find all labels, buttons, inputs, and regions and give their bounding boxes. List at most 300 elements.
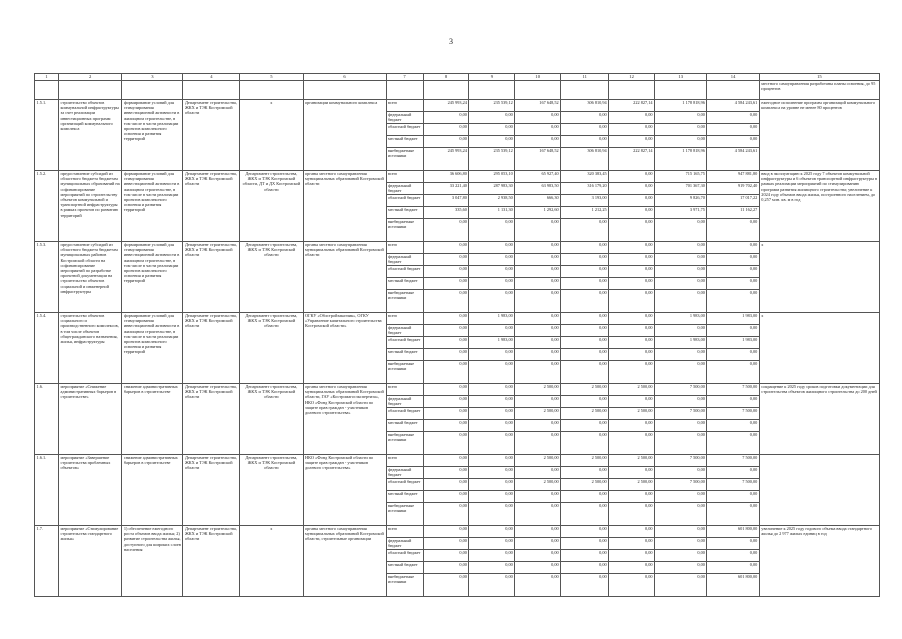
empty-cell — [35, 81, 59, 100]
funding-source: внебюджетные источники — [386, 290, 423, 313]
item-partner: органы местного самоуправления муниципальных образований Костромской области, строительные организации — [303, 526, 386, 597]
item-partner: НКО «Фонд Костромской области по защите прав граждан - участников долевого строительства» — [303, 455, 386, 526]
amount-cell: 2 500,00 — [515, 384, 561, 396]
funding-source: федеральный бюджет — [386, 467, 423, 479]
item-responsible: Департамент строительства, ЖКХ и ТЭК Костромской области — [183, 384, 240, 455]
amount-cell: 36 606,80 — [423, 171, 469, 183]
amount-cell: 0,00 — [469, 467, 515, 479]
item-coexecutor: Департамент строительства, ЖКХ и ТЭК Костромской области, ДТ и ДХ Костромской области — [240, 171, 303, 242]
amount-cell: 0,00 — [561, 526, 609, 538]
amount-cell: 316 179,20 — [561, 183, 609, 195]
item-responsible: Департамент строительства, ЖКХ и ТЭК Костромской области — [183, 171, 240, 242]
item-task: 1) обеспечение ежегодного роста объемов ввода жилья; 2) развитие строительства жилья, доступного для широких слоев населения — [122, 526, 183, 597]
amount-cell: 0,00 — [609, 266, 655, 278]
amount-cell: 0,00 — [609, 219, 655, 242]
amount-cell: 0,00 — [423, 349, 469, 361]
amount-cell: 0,00 — [561, 325, 609, 337]
item-coexecutor: Департамент строительства, ЖКХ и ТЭК Костромской области — [240, 384, 303, 455]
amount-cell: 245 993,24 — [423, 148, 469, 171]
amount-cell: 1 983,00 — [655, 313, 707, 325]
funding-source: всего — [386, 171, 423, 183]
amount-cell: 0,00 — [707, 420, 759, 432]
amount-cell: 0,00 — [423, 313, 469, 325]
program-table — [34, 73, 880, 597]
amount-cell: 2 500,00 — [561, 455, 609, 467]
empty-cell — [609, 81, 655, 100]
amount-cell: 0,00 — [469, 408, 515, 420]
amount-cell: 2 500,00 — [609, 479, 655, 491]
item-partner: органы местного самоуправления муниципальных образований Костромской области, ГАУ «Костромагосэкспертиза», НКО «Фонд Костромской области по защите прав граждан - участников долевого строительства» — [303, 384, 386, 455]
amount-cell: 0,00 — [561, 290, 609, 313]
amount-cell: 0,00 — [655, 242, 707, 254]
amount-cell: 0,00 — [515, 491, 561, 503]
amount-cell: 167 648,52 — [515, 100, 561, 112]
amount-cell: 0,00 — [469, 538, 515, 550]
funding-source: внебюджетные источники — [386, 503, 423, 526]
amount-cell: 0,00 — [423, 467, 469, 479]
funding-source: областной бюджет — [386, 266, 423, 278]
funding-source: внебюджетные источники — [386, 361, 423, 384]
amount-cell: 0,00 — [655, 467, 707, 479]
column-number: 9 — [469, 74, 515, 81]
amount-cell: 2 938,50 — [469, 195, 515, 207]
amount-cell: 0,00 — [561, 136, 609, 148]
item-result: увеличение к 2025 году годового объема ввода стандартного жилья до 2 977 жилых единиц в год — [759, 526, 879, 597]
amount-cell: 0,00 — [469, 432, 515, 455]
funding-source: всего — [386, 313, 423, 325]
amount-cell: 0,00 — [469, 349, 515, 361]
amount-cell: 0,00 — [561, 278, 609, 290]
item-responsible: Департамент строительства, ЖКХ и ТЭК Костромской области — [183, 455, 240, 526]
item-result: x — [759, 313, 879, 384]
amount-cell: 0,00 — [609, 503, 655, 526]
funding-source: областной бюджет — [386, 550, 423, 562]
amount-cell: 0,00 — [469, 136, 515, 148]
empty-cell — [303, 81, 386, 100]
amount-cell: 4 584 243,61 — [707, 100, 759, 112]
funding-source: местный бюджет — [386, 491, 423, 503]
amount-cell: 0,00 — [609, 242, 655, 254]
column-number: 14 — [707, 74, 759, 81]
item-number: 1.5.1. — [35, 100, 59, 171]
amount-cell: 0,00 — [515, 290, 561, 313]
item-task: формирование условий для стимулирования инвестиционной активности в жилищном строительстве, в том числе в части реализации проектов комплексного освоения и развития территорий — [122, 100, 183, 171]
funding-source: федеральный бюджет — [386, 538, 423, 550]
amount-cell: 0,00 — [515, 526, 561, 538]
amount-cell: 0,00 — [609, 550, 655, 562]
amount-cell: 0,00 — [423, 526, 469, 538]
amount-cell: 0,00 — [655, 420, 707, 432]
funding-source: внебюджетные источники — [386, 148, 423, 171]
amount-cell: 0,00 — [469, 455, 515, 467]
empty-cell — [59, 81, 122, 100]
amount-cell: 0,00 — [707, 467, 759, 479]
amount-cell: 33 221,40 — [423, 183, 469, 195]
amount-cell: 7 500,00 — [707, 408, 759, 420]
amount-cell: 0,00 — [609, 325, 655, 337]
amount-cell: 7 500,00 — [655, 408, 707, 420]
amount-cell: 0,00 — [515, 136, 561, 148]
item-coexecutor: Департамент строительства, ЖКХ и ТЭК Костромской области — [240, 455, 303, 526]
amount-cell: 0,00 — [423, 290, 469, 313]
amount-cell: 0,00 — [609, 313, 655, 325]
amount-cell: 0,00 — [469, 562, 515, 574]
column-number: 11 — [561, 74, 609, 81]
amount-cell: 0,00 — [655, 526, 707, 538]
amount-cell: 0,00 — [609, 183, 655, 195]
amount-cell: 0,00 — [609, 538, 655, 550]
amount-cell: 0,00 — [469, 396, 515, 408]
amount-cell: 0,00 — [515, 325, 561, 337]
amount-cell: 0,00 — [707, 266, 759, 278]
column-number: 2 — [59, 74, 122, 81]
amount-cell: 0,00 — [655, 290, 707, 313]
funding-source: федеральный бюджет — [386, 254, 423, 266]
item-task: снижение административных барьеров в строительстве — [122, 384, 183, 455]
amount-cell: 287 983,30 — [469, 183, 515, 195]
amount-cell: 0,00 — [707, 124, 759, 136]
amount-cell: 0,00 — [707, 396, 759, 408]
amount-cell: 0,00 — [423, 574, 469, 597]
item-responsible: Департамент строительства, ЖКХ и ТЭК Костромской области — [183, 100, 240, 171]
amount-cell: 0,00 — [515, 266, 561, 278]
amount-cell: 0,00 — [707, 136, 759, 148]
amount-cell: 320 383,45 — [561, 171, 609, 183]
amount-cell: 65 927,40 — [515, 171, 561, 183]
funding-source: областной бюджет — [386, 479, 423, 491]
item-name: предоставление субсидий из областного бюджета бюджетам муниципальных районов Костромской области на софинансирование мероприятий по разработке проектной документации на строительство объектов социальной и инженерной инфраструктуры — [59, 242, 122, 313]
amount-cell: 0,00 — [609, 171, 655, 183]
amount-cell: 0,00 — [423, 432, 469, 455]
item-number: 1.7. — [35, 526, 59, 597]
amount-cell: 0,00 — [515, 503, 561, 526]
amount-cell: 0,00 — [515, 361, 561, 384]
item-result: ввод в эксплуатацию к 2025 году 7 объектов коммунальной инфраструктуры и 6 объектов транспортной инфраструктуры в рамках реализации мероприятий по стимулированию программ развития жилищного строительства; увеличение к 2024 году объемов ввода жилья, построенного населением, до 0,257 млн. кв. м в год — [759, 171, 879, 242]
amount-cell: 0,00 — [515, 396, 561, 408]
amount-cell: 3 047,80 — [423, 195, 469, 207]
empty-cell — [423, 81, 469, 100]
amount-cell: 919 702,40 — [707, 183, 759, 195]
amount-cell: 2 500,00 — [515, 455, 561, 467]
amount-cell: 0,00 — [515, 349, 561, 361]
amount-cell: 3 193,00 — [561, 195, 609, 207]
amount-cell: 1 178 818,96 — [655, 100, 707, 112]
column-number: 3 — [122, 74, 183, 81]
funding-source: местный бюджет — [386, 136, 423, 148]
amount-cell: 0,00 — [609, 112, 655, 124]
amount-cell: 0,00 — [561, 337, 609, 349]
amount-cell: 0,00 — [609, 526, 655, 538]
amount-cell: 0,00 — [561, 124, 609, 136]
amount-cell: 0,00 — [707, 562, 759, 574]
funding-source: федеральный бюджет — [386, 183, 423, 195]
item-task: снижение административных барьеров в строительстве — [122, 455, 183, 526]
amount-cell: 0,00 — [655, 278, 707, 290]
item-partner: организации коммунального комплекса — [303, 100, 386, 171]
amount-cell: 1 292,60 — [515, 207, 561, 219]
amount-cell: 1 178 818,96 — [655, 148, 707, 171]
amount-cell: 0,00 — [655, 124, 707, 136]
amount-cell: 701 367,30 — [655, 183, 707, 195]
empty-cell — [240, 81, 303, 100]
item-task: формирование условий для стимулирования инвестиционной активности в жилищном строительстве, в том числе в части реализации проектов комплексного освоения и развития территорий — [122, 171, 183, 242]
amount-cell: 0,00 — [609, 337, 655, 349]
amount-cell: 601 800,00 — [707, 526, 759, 538]
amount-cell: 0,00 — [423, 396, 469, 408]
funding-source: областной бюджет — [386, 124, 423, 136]
item-partner: ОГКУ «Облстройзаказчик», ОГКУ «Управление капитального строительства Костромской области» — [303, 313, 386, 384]
amount-cell: 0,00 — [707, 349, 759, 361]
amount-cell: 1 983,00 — [469, 313, 515, 325]
amount-cell: 0,00 — [655, 503, 707, 526]
amount-cell: 0,00 — [423, 112, 469, 124]
amount-cell: 0,00 — [515, 219, 561, 242]
amount-cell: 0,00 — [561, 396, 609, 408]
table-row — [35, 100, 880, 112]
item-responsible: Департамент строительства, ЖКХ и ТЭК Костромской области — [183, 526, 240, 597]
amount-cell: 0,00 — [423, 254, 469, 266]
amount-cell: 0,00 — [469, 124, 515, 136]
amount-cell: 0,00 — [655, 112, 707, 124]
column-number-row — [35, 74, 880, 81]
amount-cell: 0,00 — [469, 420, 515, 432]
amount-cell: 0,00 — [655, 136, 707, 148]
table-row — [35, 171, 880, 183]
column-number: 7 — [386, 74, 423, 81]
amount-cell: 0,00 — [469, 242, 515, 254]
table-row — [35, 526, 880, 538]
amount-cell: 0,00 — [469, 574, 515, 597]
amount-cell: 0,00 — [707, 242, 759, 254]
amount-cell: 0,00 — [609, 396, 655, 408]
amount-cell: 0,00 — [707, 361, 759, 384]
amount-cell: 0,00 — [423, 562, 469, 574]
funding-source: местный бюджет — [386, 562, 423, 574]
amount-cell: 0,00 — [469, 491, 515, 503]
amount-cell: 2 500,00 — [515, 408, 561, 420]
amount-cell: 0,00 — [515, 337, 561, 349]
amount-cell: 0,00 — [469, 266, 515, 278]
item-name: строительство объектов коммунальной инфраструктуры за счет реализации инвестиционных программ организаций коммунального комплекса — [59, 100, 122, 171]
item-number: 1.5.2. — [35, 171, 59, 242]
table-body — [35, 74, 880, 597]
funding-source: местный бюджет — [386, 278, 423, 290]
item-name: мероприятие «Завершение строительства проблемных объектов» — [59, 455, 122, 526]
amount-cell: 0,00 — [561, 491, 609, 503]
amount-cell: 0,00 — [707, 254, 759, 266]
amount-cell: 0,00 — [423, 455, 469, 467]
item-name: предоставление субсидий из областного бюджета бюджетам муниципальных образований на софинансирование мероприятий по строительству объектов коммунальной и транспортной инфраструктуры в рамках проектов по развитию территорий — [59, 171, 122, 242]
amount-cell: 0,00 — [561, 467, 609, 479]
amount-cell: 0,00 — [655, 266, 707, 278]
amount-cell: 0,00 — [469, 290, 515, 313]
amount-cell: 0,00 — [561, 538, 609, 550]
item-task: формирование условий для стимулирования инвестиционной активности в жилищном строительстве, в том числе в части реализации проектов комплексного освоения и развития территорий — [122, 242, 183, 313]
amount-cell: 0,00 — [423, 408, 469, 420]
amount-cell: 0,00 — [423, 479, 469, 491]
funding-source: внебюджетные источники — [386, 574, 423, 597]
funding-source: областной бюджет — [386, 195, 423, 207]
amount-cell: 0,00 — [469, 278, 515, 290]
item-coexecutor: Департамент строительства, ЖКХ и ТЭК Костромской области — [240, 313, 303, 384]
amount-cell: 0,00 — [561, 420, 609, 432]
column-number: 8 — [423, 74, 469, 81]
amount-cell: 1 983,00 — [707, 337, 759, 349]
amount-cell: 0,00 — [655, 538, 707, 550]
amount-cell: 2 500,00 — [561, 384, 609, 396]
amount-cell: 0,00 — [423, 538, 469, 550]
amount-cell: 715 165,75 — [655, 171, 707, 183]
amount-cell: 0,00 — [707, 503, 759, 526]
column-number: 15 — [759, 74, 879, 81]
amount-cell: 0,00 — [561, 562, 609, 574]
amount-cell: 0,00 — [609, 195, 655, 207]
amount-cell: 0,00 — [561, 242, 609, 254]
item-number: 1.5.3. — [35, 242, 59, 313]
amount-cell: 0,00 — [609, 349, 655, 361]
amount-cell: 0,00 — [609, 467, 655, 479]
amount-cell: 0,00 — [655, 432, 707, 455]
amount-cell: 0,00 — [609, 574, 655, 597]
amount-cell: 0,00 — [515, 112, 561, 124]
funding-source: внебюджетные источники — [386, 219, 423, 242]
amount-cell: 0,00 — [423, 124, 469, 136]
amount-cell: 0,00 — [469, 254, 515, 266]
page-number: 3 — [449, 37, 453, 46]
amount-cell: 1 983,00 — [655, 337, 707, 349]
amount-cell: 1 983,00 — [469, 337, 515, 349]
amount-cell: 0,00 — [655, 349, 707, 361]
funding-source: федеральный бюджет — [386, 396, 423, 408]
amount-cell: 2 500,00 — [609, 384, 655, 396]
funding-source: областной бюджет — [386, 337, 423, 349]
amount-cell: 306 810,94 — [561, 100, 609, 112]
item-coexecutor: x — [240, 526, 303, 597]
funding-source: всего — [386, 384, 423, 396]
amount-cell: 0,00 — [561, 254, 609, 266]
amount-cell: 7 500,00 — [655, 455, 707, 467]
amount-cell: 0,00 — [609, 278, 655, 290]
amount-cell: 0,00 — [469, 550, 515, 562]
amount-cell: 0,00 — [515, 574, 561, 597]
item-name: строительство объектов социального и производственного комплексов, в том числе объектов общегражданского назначения, жилья, инфраструктуры — [59, 313, 122, 384]
item-result: ежегодное исполнение программ организаций коммунального комплекса на уровне не менее 80 процентов — [759, 100, 879, 171]
item-task: формирование условий для стимулирования инвестиционной активности в жилищном строительстве, в том числе в части реализации проектов комплексного освоения и развития территорий — [122, 313, 183, 384]
empty-cell — [183, 81, 240, 100]
funding-source: областной бюджет — [386, 408, 423, 420]
amount-cell: 0,00 — [609, 361, 655, 384]
amount-cell: 0,00 — [707, 550, 759, 562]
amount-cell: 0,00 — [655, 219, 707, 242]
column-number: 4 — [183, 74, 240, 81]
table-row — [35, 455, 880, 467]
amount-cell: 0,00 — [515, 432, 561, 455]
amount-cell: 0,00 — [561, 313, 609, 325]
item-partner: органы местного самоуправления муниципальных образований Костромской области — [303, 242, 386, 313]
amount-cell: 0,00 — [609, 491, 655, 503]
item-coexecutor: Департамент строительства, ЖКХ и ТЭК Костромской области — [240, 242, 303, 313]
amount-cell: 7 500,00 — [707, 455, 759, 467]
amount-cell: 0,00 — [469, 219, 515, 242]
amount-cell: 0,00 — [609, 254, 655, 266]
item-result: сокращение к 2025 году сроков подготовки документации для строительства объектов жилищного строительства до 200 дней — [759, 384, 879, 455]
item-partner: органы местного самоуправления муниципальных образований Костромской области — [303, 171, 386, 242]
amount-cell: 0,00 — [707, 219, 759, 242]
amount-cell: 295 053,10 — [469, 171, 515, 183]
item-name: мероприятие «Стимулирование строительства стандартного жилья» — [59, 526, 122, 597]
amount-cell: 0,00 — [515, 254, 561, 266]
table-row — [35, 384, 880, 396]
amount-cell: 0,00 — [655, 491, 707, 503]
amount-cell: 1 131,30 — [469, 207, 515, 219]
amount-cell: 235 539,12 — [469, 148, 515, 171]
funding-source: местный бюджет — [386, 420, 423, 432]
amount-cell: 0,00 — [469, 325, 515, 337]
amount-cell: 4 584 243,61 — [707, 148, 759, 171]
amount-cell: 0,00 — [423, 242, 469, 254]
amount-cell: 601 800,00 — [707, 574, 759, 597]
amount-cell: 0,00 — [515, 278, 561, 290]
amount-cell: 0,00 — [707, 278, 759, 290]
amount-cell: 0,00 — [707, 538, 759, 550]
amount-cell: 0,00 — [469, 361, 515, 384]
amount-cell: 0,00 — [423, 384, 469, 396]
amount-cell: 0,00 — [561, 219, 609, 242]
amount-cell: 0,00 — [515, 242, 561, 254]
amount-cell: 2 500,00 — [515, 479, 561, 491]
funding-source: всего — [386, 455, 423, 467]
amount-cell: 167 648,52 — [515, 148, 561, 171]
amount-cell: 0,00 — [423, 278, 469, 290]
amount-cell: 7 500,00 — [655, 479, 707, 491]
amount-cell: 0,00 — [515, 124, 561, 136]
amount-cell: 0,00 — [707, 112, 759, 124]
amount-cell: 0,00 — [561, 112, 609, 124]
amount-cell: 3 971,75 — [655, 207, 707, 219]
item-responsible: Департамент строительства, ЖКХ и ТЭК Костромской области — [183, 313, 240, 384]
column-number: 5 — [240, 74, 303, 81]
amount-cell: 0,00 — [561, 266, 609, 278]
amount-cell: 0,00 — [609, 290, 655, 313]
amount-cell: 0,00 — [655, 574, 707, 597]
amount-cell: 666,30 — [515, 195, 561, 207]
funding-source: всего — [386, 242, 423, 254]
amount-cell: 0,00 — [469, 112, 515, 124]
amount-cell: 0,00 — [561, 550, 609, 562]
amount-cell: 0,00 — [423, 361, 469, 384]
amount-cell: 1 983,00 — [707, 313, 759, 325]
funding-source: местный бюджет — [386, 349, 423, 361]
amount-cell: 0,00 — [609, 432, 655, 455]
amount-cell: 0,00 — [707, 290, 759, 313]
amount-cell: 7 500,00 — [707, 479, 759, 491]
empty-cell — [707, 81, 759, 100]
amount-cell: 0,00 — [423, 337, 469, 349]
amount-cell: 222 827,14 — [609, 148, 655, 171]
amount-cell: 2 500,00 — [561, 408, 609, 420]
funding-source: федеральный бюджет — [386, 325, 423, 337]
amount-cell: 0,00 — [423, 325, 469, 337]
amount-cell: 0,00 — [655, 361, 707, 384]
amount-cell: 7 500,00 — [707, 384, 759, 396]
amount-cell: 222 827,14 — [609, 100, 655, 112]
amount-cell: 245 993,24 — [423, 100, 469, 112]
amount-cell: 0,00 — [423, 503, 469, 526]
item-coexecutor: x — [240, 100, 303, 171]
column-number: 6 — [303, 74, 386, 81]
empty-cell — [515, 81, 561, 100]
amount-cell: 0,00 — [469, 526, 515, 538]
